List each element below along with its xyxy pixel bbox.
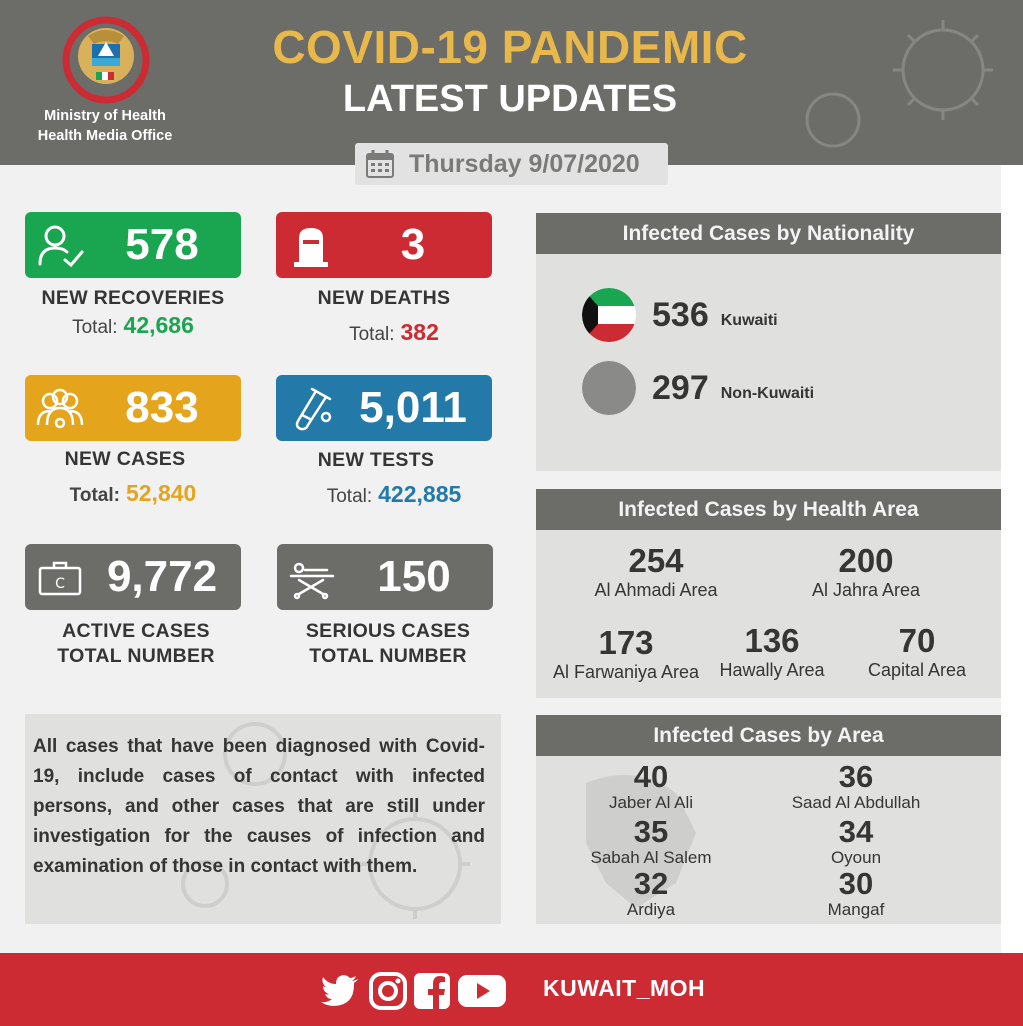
serious-cases-label-line-1: SERIOUS CASES: [305, 620, 471, 642]
health-area-item: [541, 625, 711, 683]
area-value: 30: [838, 866, 874, 901]
health-area-label: Al Farwaniya Area: [552, 662, 700, 682]
social-handle[interactable]: KUWAIT_MOH: [543, 975, 706, 1001]
health-area-value: 136: [744, 622, 800, 659]
group-virus-icon: [35, 383, 85, 433]
health-area-item: [706, 623, 838, 681]
page-title: COVID-19 PANDEMIC: [272, 21, 748, 73]
recoveries-total: [25, 312, 241, 339]
area-panel-title: Infected Cases by Area: [536, 715, 1001, 756]
health-area-label: Al Ahmadi Area: [594, 580, 718, 600]
new-tests-label: NEW TESTS: [317, 449, 435, 471]
instagram-icon[interactable]: [368, 971, 408, 1011]
info-note-text: All cases that have been diagnosed with Covid-19, include cases of contact with infected persons, and other cases that are still under investigation for the causes of infection and examination of those in contact with them.: [33, 736, 485, 877]
area-item: [551, 816, 751, 868]
non-kuwaiti-count: 297: [652, 368, 709, 407]
area-item: [551, 761, 751, 813]
area-item: [551, 868, 751, 920]
health-area-value: 200: [838, 542, 894, 579]
test-tube-icon: [286, 383, 336, 433]
date-badge: [355, 143, 668, 185]
cases-total-value: 52,840: [125, 480, 197, 506]
new-recoveries-value: 578: [125, 220, 199, 269]
ministry-line-2: Health Media Office: [37, 128, 173, 144]
date-text: Thursday 9/07/2020: [409, 149, 640, 178]
health-area-panel: [536, 489, 1001, 698]
active-cases-label-line-2: TOTAL NUMBER: [57, 645, 215, 667]
kuwait-flag-icon: [582, 288, 636, 342]
stretcher-icon: [287, 552, 337, 602]
area-value: 32: [633, 866, 669, 901]
nationality-row-kuwaiti: [582, 288, 778, 342]
serious-cases-label: [277, 619, 499, 669]
health-area-value: 254: [628, 542, 684, 579]
new-deaths-label: NEW DEATHS: [317, 287, 451, 309]
cases-total-label: Total:: [69, 485, 120, 506]
tombstone-icon: [286, 220, 336, 270]
nationality-panel: [536, 213, 1001, 471]
svg-text:C: C: [55, 576, 65, 592]
area-label: Oyoun: [830, 848, 882, 867]
area-value: 36: [838, 759, 874, 794]
area-item: [756, 761, 956, 813]
area-value: 35: [633, 814, 669, 849]
serious-cases-card: [277, 544, 493, 610]
active-cases-label: [25, 619, 247, 669]
tests-total-label: Total:: [326, 486, 373, 507]
gray-circle-icon: [582, 361, 636, 415]
nationality-row-non-kuwaiti: [582, 361, 814, 415]
serious-cases-value: 150: [377, 552, 451, 601]
right-edge-strip: [1001, 165, 1023, 953]
serious-cases-label-line-2: TOTAL NUMBER: [309, 645, 467, 667]
recoveries-total-label: Total:: [72, 317, 118, 338]
health-area-value: 173: [598, 624, 654, 661]
recoveries-total-value: 42,686: [123, 312, 194, 338]
facebook-icon[interactable]: [412, 971, 452, 1011]
kuwaiti-label: Kuwaiti: [720, 312, 778, 329]
nationality-panel-title: Infected Cases by Nationality: [536, 213, 1001, 254]
area-panel: [536, 715, 1001, 924]
health-area-item: [766, 543, 966, 601]
health-area-item: [556, 543, 756, 601]
health-area-item: [852, 623, 982, 681]
health-area-panel-title: Infected Cases by Health Area: [536, 489, 1001, 530]
new-cases-card: [25, 375, 241, 441]
twitter-icon[interactable]: [320, 971, 360, 1011]
new-tests-value: 5,011: [359, 383, 467, 432]
area-item: [756, 816, 956, 868]
active-cases-value: 9,772: [106, 552, 218, 601]
tests-total: [276, 481, 512, 508]
recovered-person-icon: [35, 220, 85, 270]
health-area-label: Hawally Area: [719, 660, 825, 680]
youtube-icon[interactable]: [457, 971, 507, 1011]
new-cases-value: 833: [125, 383, 199, 432]
page-subtitle: LATEST UPDATES: [342, 78, 678, 120]
health-area-label: Al Jahra Area: [811, 580, 921, 600]
area-item: [756, 868, 956, 920]
new-recoveries-label: NEW RECOVERIES: [41, 287, 225, 309]
medical-case-icon: [35, 552, 85, 602]
area-value: 40: [633, 759, 669, 794]
new-cases-label: NEW CASES: [64, 448, 186, 470]
new-recoveries-card: [25, 212, 241, 278]
area-value: 34: [838, 814, 874, 849]
kuwaiti-count: 536: [652, 295, 709, 334]
ministry-name: [20, 106, 190, 146]
tests-total-value: 422,885: [378, 481, 462, 507]
info-note: [25, 714, 501, 924]
deaths-total-label: Total:: [349, 324, 395, 345]
health-area-label: Capital Area: [867, 660, 967, 680]
area-label: Ardiya: [626, 900, 676, 919]
area-label: Jaber Al Ali: [608, 793, 694, 812]
active-cases-card: [25, 544, 241, 610]
deaths-total: [276, 319, 512, 346]
calendar-icon: [365, 149, 395, 179]
new-tests-card: [276, 375, 492, 441]
ministry-line-1: Ministry of Health: [44, 108, 166, 124]
header-band: [0, 0, 1023, 165]
footer-band: [0, 953, 1023, 1026]
area-label: Sabah Al Salem: [590, 848, 712, 867]
health-area-value: 70: [898, 622, 936, 659]
non-kuwaiti-label: Non-Kuwaiti: [720, 385, 815, 402]
area-label: Saad Al Abdullah: [791, 793, 921, 812]
cases-total: [25, 480, 241, 507]
deaths-total-value: 382: [400, 319, 439, 345]
active-cases-label-line-1: ACTIVE CASES: [62, 620, 210, 642]
new-deaths-value: 3: [400, 220, 426, 269]
virus-decoration-icon: [773, 10, 1003, 160]
new-deaths-card: [276, 212, 492, 278]
ministry-emblem-icon: [58, 16, 154, 106]
area-label: Mangaf: [827, 900, 885, 919]
